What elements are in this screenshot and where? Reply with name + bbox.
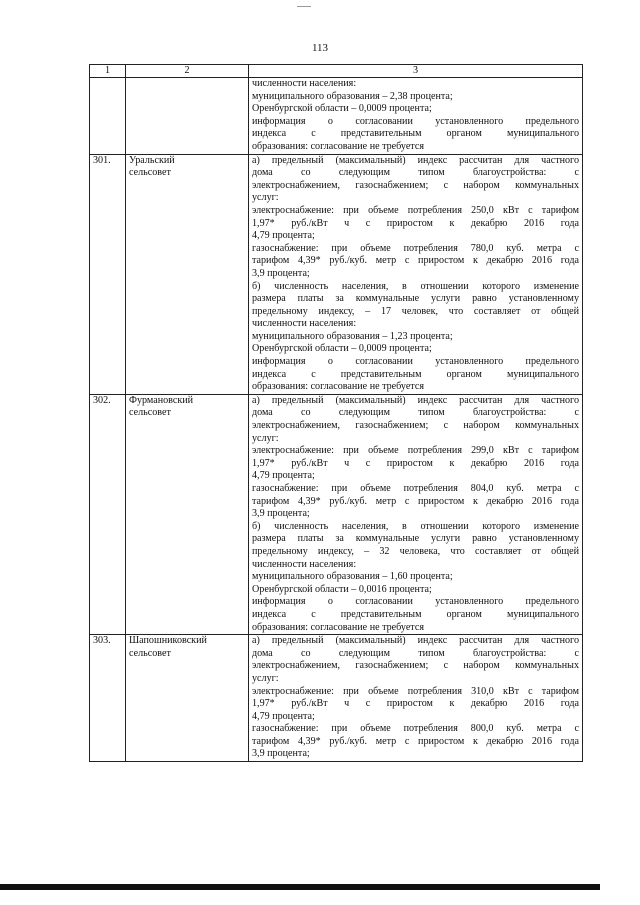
text-line: услуг: [252,432,279,444]
text-line: муниципального образования – 1,60 процента; [252,571,453,583]
tariff-details [249,394,583,634]
column-header-row [90,65,583,78]
row-number: 303. [90,635,126,762]
text-line: дома со следующим типом благоустройства: с [252,167,579,179]
text-line: электроснабжение: при объеме потребления 250,0 кВт с тарифом [252,204,579,216]
municipality-name-line: сельсовет [129,167,171,179]
municipality-name-line: сельсовет [129,407,171,419]
text-line: образования: согласование не требуется [252,621,424,633]
row-number: 301. [90,154,126,394]
text-line: муниципального образования – 1,23 процента; [252,330,453,342]
text-line: электроснабжение: при объеме потребления 299,0 кВт с тарифом [252,445,579,457]
text-line: индекса с представительным органом муниципального [252,608,579,620]
text-line: газоснабжение: при объеме потребления 804,0 куб. метра с [252,483,579,494]
text-line: электроснабжением, газоснабжением; с набором коммунальных [252,179,579,191]
text-line: а) предельный (максимальный) индекс рассчитан для частного [252,394,579,406]
text-line: Оренбургской области – 0,0009 процента; [252,343,432,355]
text-line: предельному индексу, – 17 человек, что составляет от общей [252,305,579,317]
text-line: размера платы за коммунальные услуги равно установленному [252,293,579,305]
table-body [90,78,583,762]
text-line: 4,79 процента; [252,710,315,722]
continued-name-cell [126,78,249,155]
text-line: электроснабжением, газоснабжением; с набором коммунальных [252,660,579,672]
column-header-details: 3 [249,65,583,78]
text-line: а) предельный (максимальный) индекс рассчитан для частного [252,154,579,166]
text-line: тарифом 4,39* руб./куб. метр с приростом к декабрю 2016 года [252,255,579,267]
text-line: размера платы за коммунальные услуги равно установленному [252,533,579,545]
municipality-name-line: Фурмановский [129,394,194,406]
continued-number-cell [90,78,126,155]
text-line: дома со следующим типом благоустройства: с [252,647,579,659]
text-line: 1,97* руб./кВт ч с приростом к декабрю 2016 года [252,217,579,229]
column-header-number: 1 [90,65,126,78]
bottom-scan-bar [0,884,600,890]
municipality-name [126,154,249,394]
text-line: газоснабжение: при объеме потребления 780,0 куб. метра с [252,242,579,254]
text-line: электроснабжение: при объеме потребления 310,0 кВт с тарифом [252,685,579,697]
text-line: информация о согласовании установленного предельного [252,596,579,608]
municipality-name-line: сельсовет [129,647,171,659]
table-row [90,154,583,394]
text-line: а) предельный (максимальный) индекс рассчитан для частного [252,635,579,647]
tariff-table [89,64,583,762]
table-row [90,635,583,762]
text-line: муниципального образования – 2,38 процента; [252,90,453,102]
row-number: 302. [90,394,126,634]
continued-details-cell [249,78,583,155]
municipality-name-line: Уральский [129,154,175,166]
text-line: электроснабжением, газоснабжением; с набором коммунальных [252,420,579,432]
continued-row [90,78,583,155]
scan-mark [297,6,311,7]
tariff-details [249,635,583,762]
text-line: газоснабжение: при объеме потребления 800,0 куб. метра с [252,723,579,735]
text-line: информация о согласовании установленного предельного [252,356,579,368]
text-line: предельному индексу, – 32 человека, что составляет от общей [252,545,579,557]
text-line: 4,79 процента; [252,470,315,482]
page-number: 113 [311,42,329,54]
text-line: тарифом 4,39* руб./куб. метр с приростом к декабрю 2016 года [252,735,579,747]
text-line: численности населения: [252,78,357,89]
text-line: услуг: [252,192,279,204]
column-header-municipality: 2 [126,65,249,78]
text-line: образования: согласование не требуется [252,140,424,152]
text-line: 1,97* руб./кВт ч с приростом к декабрю 2016 года [252,698,579,710]
text-line: 3,9 процента; [252,748,310,760]
text-line: б) численность населения, в отношении которого изменение [252,520,579,532]
text-line: 4,79 процента; [252,230,315,242]
municipality-name-line: Шапошниковский [129,635,207,647]
text-line: дома со следующим типом благоустройства: с [252,407,579,419]
text-line: б) численность населения, в отношении которого изменение [252,280,579,292]
text-line: Оренбургской области – 0,0009 процента; [252,103,432,115]
text-line: численности населения: [252,318,357,330]
text-line: информация о согласовании установленного предельного [252,115,579,127]
text-line: численности населения: [252,558,357,570]
text-line: 3,9 процента; [252,267,310,279]
municipality-name [126,635,249,762]
tariff-details [249,154,583,394]
text-line: тарифом 4,39* руб./куб. метр с приростом к декабрю 2016 года [252,495,579,507]
text-line: индекса с представительным органом муниципального [252,128,579,140]
text-line: индекса с представительным органом муниципального [252,368,579,380]
municipality-name [126,394,249,634]
table-row [90,394,583,634]
text-line: Оренбургской области – 0,0016 процента; [252,583,432,595]
text-line: 1,97* руб./кВт ч с приростом к декабрю 2016 года [252,457,579,469]
text-line: 3,9 процента; [252,508,310,520]
text-line: услуг: [252,672,279,684]
text-line: образования: согласование не требуется [252,381,424,393]
